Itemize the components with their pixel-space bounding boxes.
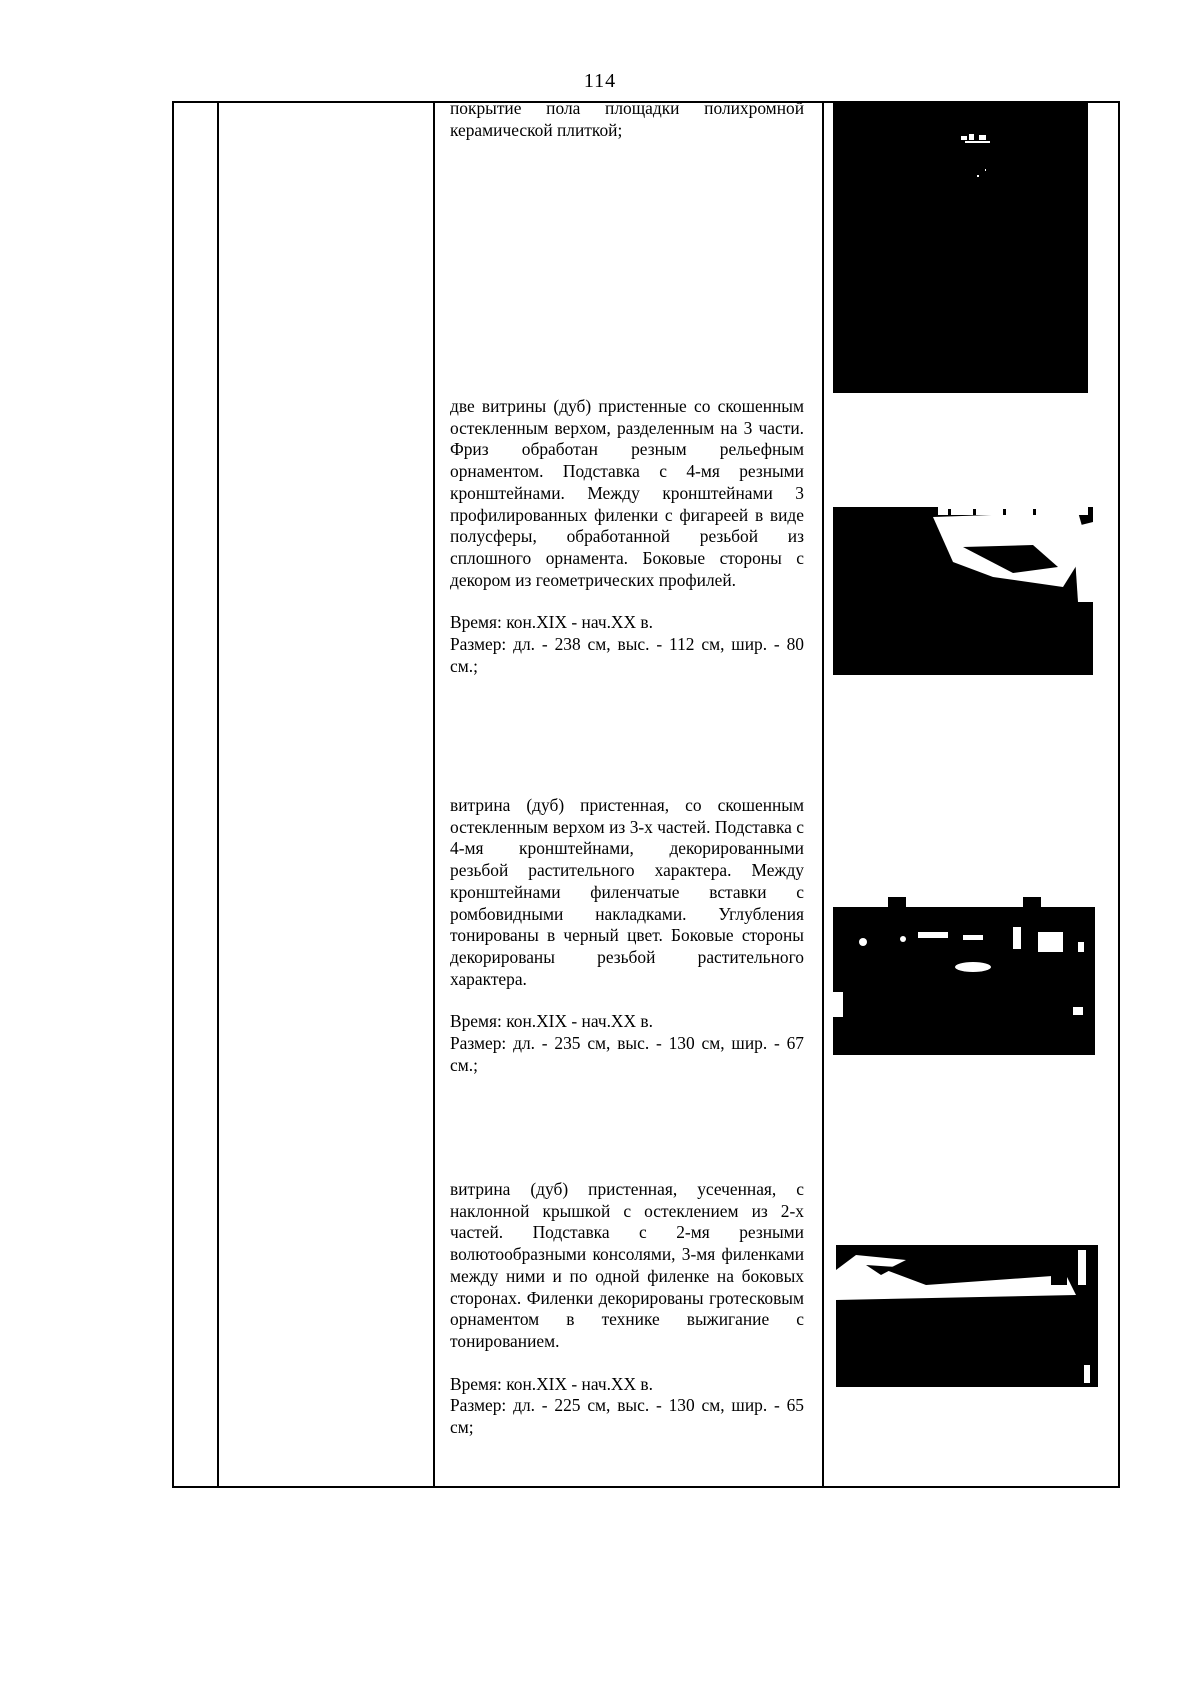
photo-vitrine-1-icon [833,507,1093,675]
row-3-time: Время: кон.XIX - нач.XX в. [450,1011,653,1032]
row-4-size: Размер: дл. - 225 см, выс. - 130 см, шир. - 65 см; [450,1395,804,1438]
row-1-text: покрытие пола площадки полихромной керамической плиткой; [450,98,804,140]
row-4-time: Время: кон.XIX - нач.XX в. [450,1373,653,1394]
photo-vitrine-3-icon [836,1245,1098,1387]
column-divider-1 [217,103,219,1486]
row-2-time: Время: кон.XIX - нач.XX в. [450,612,653,633]
photo-vitrine-2-icon [833,897,1095,1055]
column-divider-2 [433,103,435,1486]
column-divider-3 [822,103,824,1486]
row-2-text: две витрины (дуб) пристенные со скошенным остекленным верхом, разделенным на 3 части. Фриз обработан резным рельефным орнаментом. Подставка с 4-мя резными кронштейнами. Между кронштейнами 3 профилированных филенки с фигареей в виде полусферы, обработанной резьбой из сплошного орнамента. Боковые стороны с декором из геометрических профилей. [450,396,804,590]
photo-floor-icon [833,103,1088,393]
document-table [172,98,1120,1488]
row-4-description [450,1179,804,1439]
row-2-description [450,396,804,677]
row-1-description [450,98,804,141]
page-number: 114 [583,70,617,92]
row-4-text: витрина (дуб) пристенная, усеченная, с наклонной крышкой с остеклением из 2-х частей. Подставка с 2-мя резными волютообразными консолями, 3-мя филенками между ними и по одной филенке на боковых сторонах. Филенки декорированы гротесковым орнаментом в технике выжигание с тонированием. [450,1179,804,1351]
row-2-size: Размер: дл. - 238 см, выс. - 112 см, шир. - 80 см.; [450,634,804,676]
row-3-description [450,795,804,1076]
row-3-text: витрина (дуб) пристенная, со скошенным остекленным верхом из 3-х частей. Подставка с 4-мя кронштейнами, декорированными резьбой растительного характера. Между кронштейнами филенчатые вставки с ромбовидными накладками. Углубления тонированы в черный цвет. Боковые стороны декорированы резьбой растительного характера. [450,795,804,989]
row-3-size: Размер: дл. - 235 см, выс. - 130 см, шир. - 67 см.; [450,1033,804,1075]
